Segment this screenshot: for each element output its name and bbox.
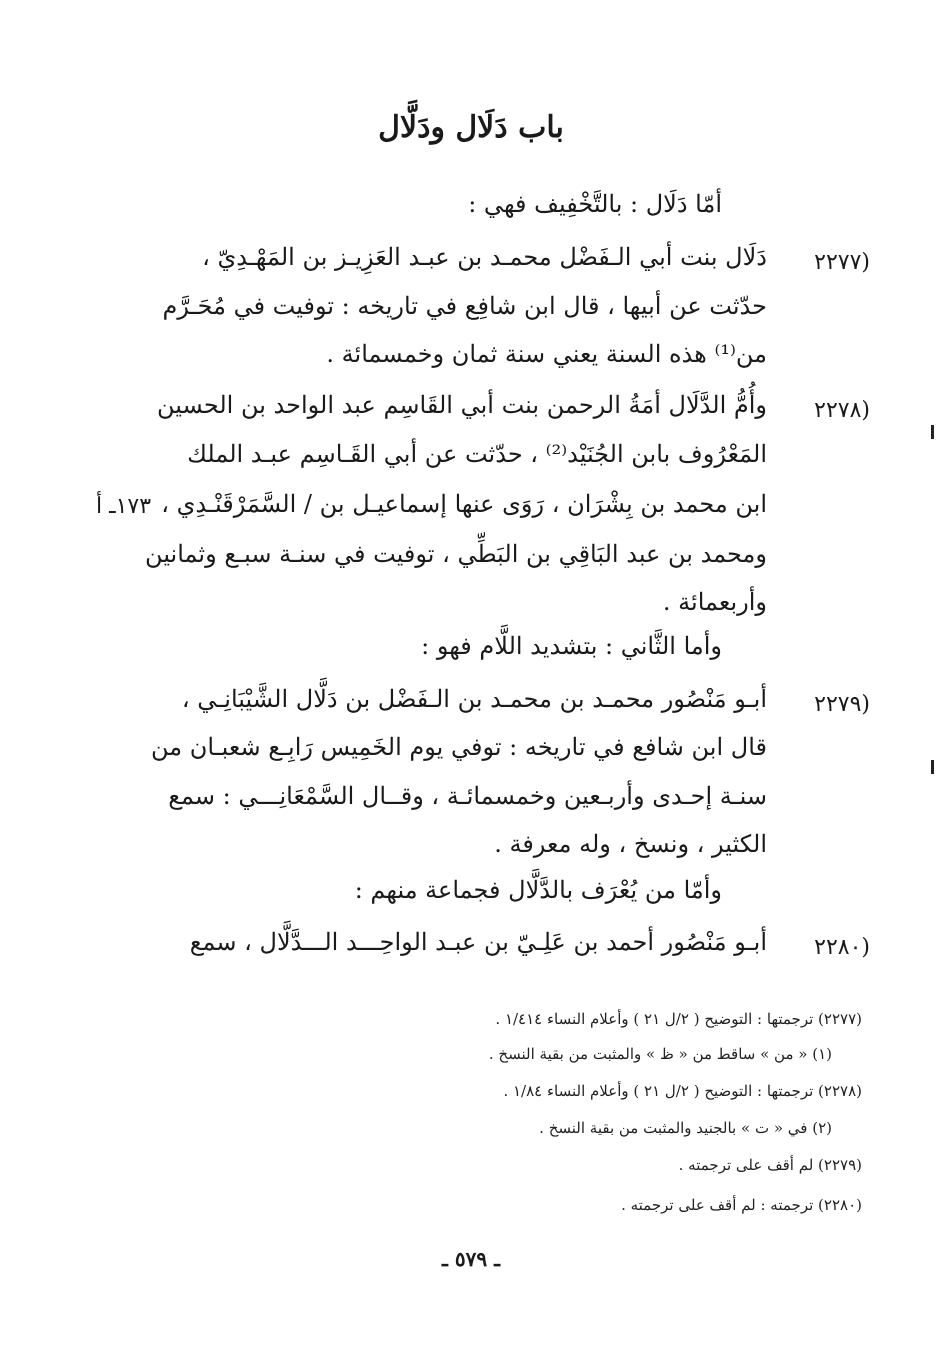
entry-number-2280: (٢٢٨٠ xyxy=(814,935,870,960)
entry-number-2278: (٢٢٧٨ xyxy=(814,398,870,423)
footnote-2280: (٢٢٨٠) ترجمته : لم أقف على ترجمته . xyxy=(621,1196,862,1214)
entry-2278-line-5: وأربعمائة . xyxy=(662,588,767,616)
section-intro-heavy: وأما الثَّاني : بتشديد اللَّام فهو : xyxy=(421,632,722,660)
entry-2278-line-1: وأُمُّ الدَّلَال أمَةُ الرحمن بنت أبي القَاسِم عبد الواحد بن الحسين xyxy=(156,391,767,419)
entry-2279-line-2: قال ابن شافع في تاريخه : توفي يوم الخَمِيس رَابِـع شعبـان من xyxy=(150,733,767,761)
entry-2280-line-1: أبـو مَنْصُور أحمد بن عَلِـيّ بن عبـد الواحِـــد الـــدَّلَّال ، سمع xyxy=(189,928,767,956)
entry-2279-line-4: الكثير ، ونسخ ، وله معرفة . xyxy=(494,830,767,858)
footnote-2: (٢) في « ت » بالجنيد والمثبت من بقية النسخ . xyxy=(539,1119,832,1137)
entry-2277-line-2: حدّثت عن أبيها ، قال ابن شافِع في تاريخه : توفيت في مُحَـرَّم xyxy=(162,292,767,320)
scan-edge-mark xyxy=(931,760,934,774)
footnote-2278: (٢٢٧٨) ترجمتها : التوضيح ( ٢/ل ٢١ ) وأعلام النساء ١/٨٤ . xyxy=(503,1082,862,1100)
section-intro-light: أمّا دَلَال : بالتَّخْفِيف فهي : xyxy=(468,190,722,218)
scan-edge-mark xyxy=(931,425,934,439)
entry-2278-line-3: ابن محمد بن بِشْرَان ، رَوَى عنها إسماعيـل بن / السَّمَرْقَنْـدِي ، xyxy=(161,490,767,518)
entry-number-2277: (٢٢٧٧ xyxy=(814,250,870,275)
entry-2278-line-4: ومحمد بن عبد البَاقِي بن البَطِّي ، توفيت في سنـة سبـع وثمانين xyxy=(145,540,767,568)
entry-2279-line-1: أبـو مَنْصُور محمـد بن محمـد بن الـفَضْل بن دَلَّال الشَّيْبَانِـي ، xyxy=(181,685,767,713)
entry-2278-line-2: المَعْرُوف بابن الجُنَيْد⁽²⁾ ، حدّثت عن أبي القَـاسِم عبـد الملك xyxy=(187,440,767,468)
entry-number-2279: (٢٢٧٩ xyxy=(814,692,870,717)
page-number: ـ ٥٧٩ ـ xyxy=(442,1247,500,1271)
footnote-2279: (٢٢٧٩) لم أقف على ترجمته . xyxy=(678,1156,862,1174)
chapter-title: باب دَلَال ودَلَّال xyxy=(378,110,564,145)
margin-folio-reference: ١٧٣ـ أ xyxy=(96,494,152,519)
entry-2277-line-3: من⁽¹⁾ هذه السنة يعني سنة ثمان وخمسمائة . xyxy=(326,340,767,368)
entry-2277-line-1: دَلَال بنت أبي الـفَضْل محمـد بن عبـد العَزِيـز بن المَهْـدِيّ ، xyxy=(202,243,767,271)
footnote-1: (١) « من » ساقط من « ظ » والمثبت من بقية النسخ . xyxy=(488,1045,832,1063)
entry-2279-line-3: سنـة إحـدى وأربـعين وخمسمائـة ، وقــال السَّمْعَانِـــي : سمع xyxy=(168,782,767,810)
footnote-2277: (٢٢٧٧) ترجمتها : التوضيح ( ٢/ل ٢١ ) وأعلام النساء ١/٤١٤ . xyxy=(495,1010,862,1028)
section-intro-dallal: وأمّا من يُعْرَف بالدَّلَّال فجماعة منهم : xyxy=(354,876,722,904)
